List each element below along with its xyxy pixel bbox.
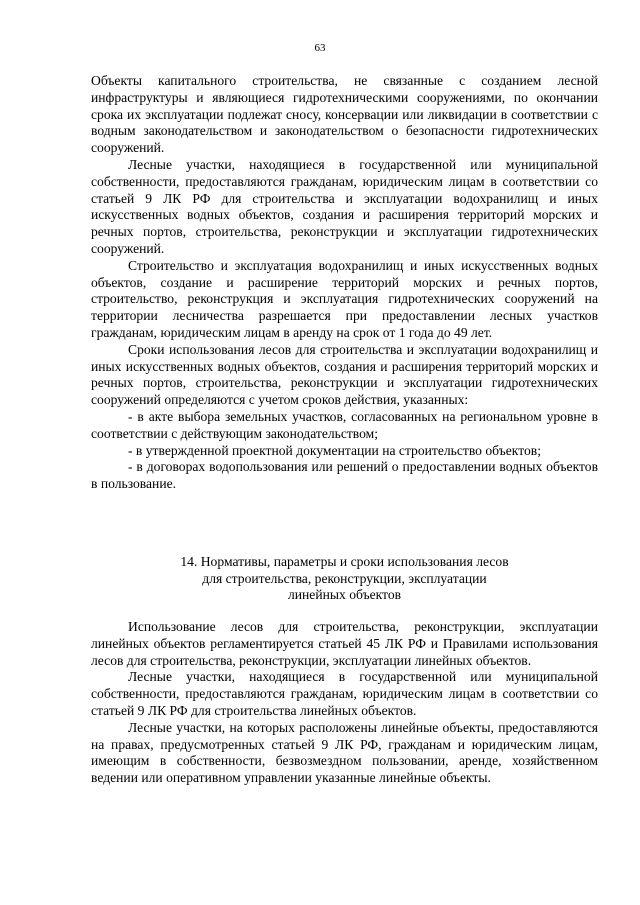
- section-heading: [91, 554, 598, 604]
- text-block-top: [91, 73, 598, 493]
- list-item-land-selection-act: - в акте выбора земельных участков, согласованных на региональном уровне в соответствии с действующим законодательством;: [91, 408, 598, 441]
- paragraph-land-plots-provision: Лесные участки, находящиеся в государственной или муниципальной собственности, предоставляются гражданам, юридическим лицам в соответствии со статьей 9 ЛК РФ для строительства и эксплуатации водохранилищ и иных искусственных водных объектов, создания и расширения территорий морских и речных портов, строительства, реконструкции и эксплуатации гидротехнических сооружений.: [91, 156, 598, 256]
- paragraph-construction-lease-terms: Строительство и эксплуатация водохранилищ и иных искусственных водных объектов, создание и расширение территорий морских и речных портов, строительство, реконструкция и эксплуатация гидротехнических сооружений на территории лесничества разрешается при предоставлении лесных участков гражданам, юридическим лицам в аренду на срок от 1 года до 49 лет.: [91, 257, 598, 340]
- list-item-project-documentation: - в утвержденной проектной документации на строительство объектов;: [128, 442, 541, 458]
- section-heading-line: для строительства, реконструкции, эксплуатации: [202, 570, 487, 586]
- text-block-bottom: [91, 619, 598, 787]
- paragraph-linear-objects-rights: Лесные участки, на которых расположены линейные объекты, предоставляются на правах, предусмотренных статьей 9 ЛК РФ, гражданам и юридическим лицам, имеющим в собственности, безвозмездном пользовании, аренде, хозяйственном ведении или оперативном управлении указанные линейные объекты.: [91, 719, 598, 786]
- section-heading-line: линейных объектов: [287, 587, 402, 602]
- paragraph-gts-demolition: Объекты капитального строительства, не связанные с созданием лесной инфраструктуры и являющиеся гидротехническими сооружениями, по окончании срока их эксплуатации подлежат сносу, консервации или ликвидации в соответствии с водным законодательством и законодательством о безопасности гидротехнических сооружений.: [91, 73, 598, 156]
- paragraph-usage-terms: Сроки использования лесов для строительства и эксплуатации водохранилищ и иных искусственных водных объектов, создания и расширения территорий морских и речных портов, строительства, реконструкции и эксплуатации гидротехнических сооружений определяются с учетом сроков действия, указанных:: [91, 341, 598, 408]
- section-heading-line: 14. Нормативы, параметры и сроки использования лесов: [180, 554, 509, 569]
- page-number: 63: [314, 42, 326, 54]
- paragraph-linear-objects-regulation: Использование лесов для строительства, реконструкции, эксплуатации линейных объектов регламентируется статьей 45 ЛК РФ и Правилами использования лесов для строительства, реконструкции, эксплуатации линейных объектов.: [91, 619, 598, 668]
- paragraph-linear-objects-provision: Лесные участки, находящиеся в государственной или муниципальной собственности, предоставляются гражданам, юридическим лицам в соответствии со статьей 9 ЛК РФ для строительства линейных объектов.: [91, 669, 598, 718]
- list-item-water-use-agreements: - в договорах водопользования или решений о предоставлении водных объектов в пользование.: [91, 459, 598, 492]
